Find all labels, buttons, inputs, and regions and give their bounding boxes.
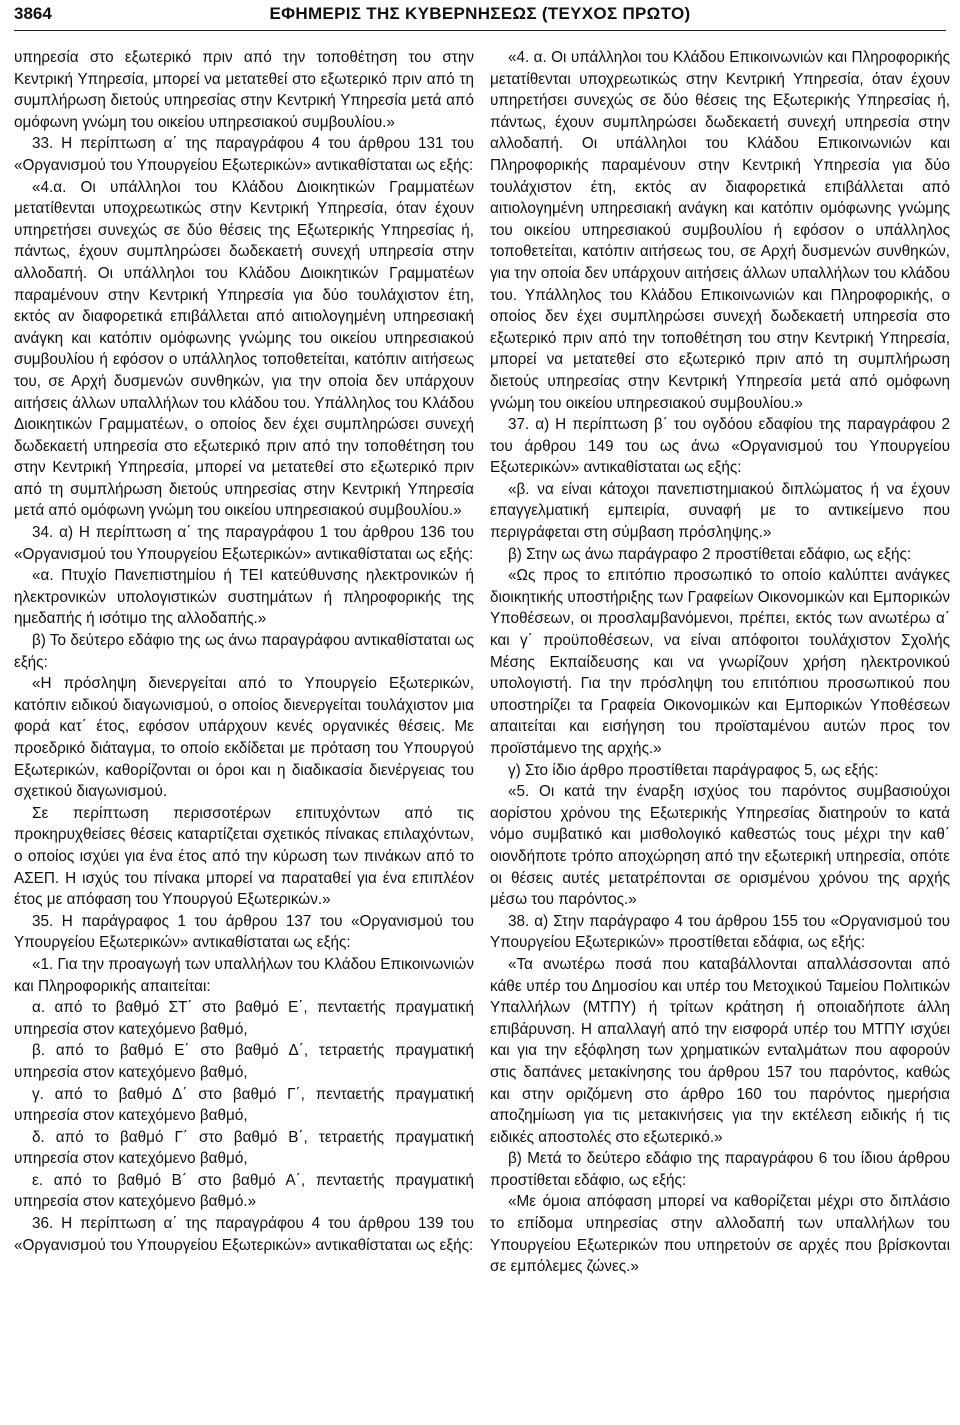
paragraph: «β. να είναι κάτοχοι πανεπιστημιακού διπλώματος ή να έχουν επαγγελματική εμπειρία, συναφή με το αντικείμενο που περιγράφεται στη σύμβαση πρόσληψης.» bbox=[490, 480, 950, 542]
paragraph: «Η πρόσληψη διενεργείται από το Υπουργείο Εξωτερικών, κατόπιν ειδικού διαγωνισμού, ο οποίος διενεργείται τουλάχιστον μια φορά κατ΄ έτος, εφόσον υπάρχουν κενές οργανικές θέσεις. Με προεδρικό διάταγμα, το οποίο εκδίδεται με πρόταση του Υπουργού Εξωτερικών, καθορίζονται οι όροι και η διαδικασία διενέργειας του σχετικού διαγωνισμού. bbox=[14, 675, 474, 801]
paragraph: β) Μετά το δεύτερο εδάφιο της παραγράφου 6 του ίδιου άρθρου προστίθεται εδάφιο, ως εξής: bbox=[490, 1150, 950, 1189]
paragraph: «4. α. Οι υπάλληλοι του Κλάδου Επικοινωνιών και Πληροφορικής μετατίθενται υποχρεωτικώς στην Κεντρική Υπηρεσία, όταν έχουν υπηρετήσει συνεχώς σε δύο θέσεις της Εξωτερικής Υπηρεσίας ή, πάντως, έχουν συμπληρώσει δωδεκαετή συνεχή υπηρεσία στην αλλοδαπή. Οι υπάλληλοι του Κλάδου Επικοινωνιών και Πληροφορικής παραμένουν στην Κεντρική Υπηρεσία για δύο τουλάχιστον έτη, εκτός αν διαφορετικά επιβάλλεται από αιτιολογημένη υπηρεσιακή ανάγκη και κατόπιν ομόφωνης γνώμης του οικείου υπηρεσιακού συμβουλίου ή εφόσον ο υπάλληλος τοποθετείται, κατόπιν αιτήσεως του, σε Αρχή δυσμενών συνθηκών, για την οποία δεν υπάρχουν αιτήσεις άλλων υπαλλήλων του κλάδου του. Υπάλληλος του Κλάδου Επικοινωνιών και Πληροφορικής, ο οποίος δεν έχει συμπληρώσει συνεχή δωδεκαετή υπηρεσία στο εξωτερικό πριν από την τοποθέτηση του στην Κεντρική Υπηρεσία, μπορεί να μετατεθεί στο εξωτερικό πριν από τη συμπλήρωση διετούς υπηρεσίας στην Κεντρική Υπηρεσία μετά από ομόφωνη γνώμη του οικείου υπηρεσιακού συμβουλίου.» bbox=[490, 49, 950, 412]
page-header bbox=[14, 0, 946, 31]
paragraph: β. από το βαθμό Ε΄ στο βαθμό Δ΄, τετραετής πραγματική υπηρεσία στον κατεχόμενο βαθμό, bbox=[14, 1042, 474, 1081]
paragraph: «5. Οι κατά την έναρξη ισχύος του παρόντος συμβασιούχοι αορίστου χρόνου της Εξωτερικής Υπηρεσίας διατηρούν το κατά νόμο συμβατικό και μισθολογικό καθεστώς τους μέχρι την καθ΄ οιονδήποτε τρόπο αποχώρηση από την εξωτερική υπηρεσία, οπότε οι θέσεις αυτές μετατρέπονται σε ορισμένου χρόνου της αρχής μέσω του παρόντος.» bbox=[490, 783, 950, 909]
paragraph: «Τα ανωτέρω ποσά που καταβάλλονται απαλλάσσονται από κάθε υπέρ του Δημοσίου και υπέρ του Μετοχικού Ταμείου Πολιτικών Υπαλλήλων (ΜΤΠΥ) ή τρίτων κράτηση ή οποιαδήποτε άλλη επιβάρυνση. Η απαλλαγή από την εισφορά υπέρ του ΜΤΠΥ ισχύει και για την εξόφληση των χρηματικών ενταλμάτων που αφορούν στις δαπάνες μετακίνησης του άρθρου 157 του παρόντος, καθώς και στην οριζόμενη στο άρθρο 160 του παρόντος ημερήσια αποζημίωση για τις μετακινήσεις για την εκτέλεση ειδικής ή τις ειδικές αποστολές στο εξωτερικό.» bbox=[490, 955, 950, 1146]
paragraph: 37. α) Η περίπτωση β΄ του ογδόου εδαφίου της παραγράφου 2 του άρθρου 149 του ως άνω «Οργανισμού του Υπουργείου Εξωτερικών» αντικαθίσταται ως εξής: bbox=[490, 416, 950, 477]
paragraph: 36. Η περίπτωση α΄ της παραγράφου 4 του άρθρου 139 του «Οργανισμού του Υπουργείου Εξωτερικών» αντικαθίσταται ως εξής: bbox=[14, 1215, 474, 1254]
right-column bbox=[490, 47, 950, 1278]
paragraph: «Ως προς το επιτόπιο προσωπικό το οποίο καλύπτει ανάγκες διοικητικής υποστήριξης των Γραφείων Οικονομικών και Εμπορικών Υποθέσεων, οι προσλαμβανόμενοι, πρέπει, εκτός των ανωτέρω α΄ και γ΄ προϋποθέσεων, να είναι απόφοιτοι τουλάχιστον Σχολής Μέσης Εκπαίδευσης και να γνωρίζουν χρήση ηλεκτρονικού υπολογιστή. Για την πρόσληψη του επιτόπιου προσωπικού που υποστηρίζει τα Γραφεία Οικονομικών και Εμπορικών Υποθέσεων απαιτείται και εισήγηση του προϊσταμένου αυτών προς τον προϊστάμενο της αρχής.» bbox=[490, 567, 950, 757]
gazette-title: ΕΦΗΜΕΡΙΣ ΤΗΣ ΚΥΒΕΡΝΗΣΕΩΣ (ΤΕΥΧΟΣ ΠΡΩΤΟ) bbox=[269, 4, 691, 23]
paragraph: 33. Η περίπτωση α΄ της παραγράφου 4 του άρθρου 131 του «Οργανισμού του Υπουργείου Εξωτερικών» αντικαθίσταται ως εξής: bbox=[14, 135, 474, 174]
paragraph: 35. Η παράγραφος 1 του άρθρου 137 του «Οργανισμού του Υπουργείου Εξωτερικών» αντικαθίσταται ως εξής: bbox=[14, 912, 474, 952]
paragraph: «4.α. Οι υπάλληλοι του Κλάδου Διοικητικών Γραμματέων μετατίθενται υποχρεωτικώς στην Κεντρική Υπηρεσία, όταν έχουν υπηρετήσει συνεχώς σε δύο θέσεις της Εξωτερικής Υπηρεσίας ή, πάντως, έχουν συμπληρώσει δωδεκαετή συνεχή υπηρεσία στην αλλοδαπή. Οι υπάλληλοι του Κλάδου Διοικητικών Γραμματέων παραμένουν στην Κεντρική Υπηρεσία για δύο τουλάχιστον έτη, εκτός αν διαφορετικά επιβάλλεται από αιτιολογημένη υπηρεσιακή ανάγκη και κατόπιν ομόφωνης γνώμης του οικείου υπηρεσιακού συμβουλίου ή εφόσον ο υπάλληλος τοποθετείται, κατόπιν αιτήσεως του, σε Αρχή δυσμενών συνθηκών, για την οποία δεν υπάρχουν αιτήσεις άλλων υπαλλήλων του κλάδου του. Υπάλληλος του Κλάδου Διοικητικών Γραμματέων, ο οποίος δεν έχει συμπληρώσει συνεχή δωδεκαετή υπηρεσία στο εξωτερικό πριν από την τοποθέτηση του στην Κεντρική Υπηρεσία, μπορεί να μετατεθεί στο εξωτερικό πριν από τη συμπλήρωση διετούς υπηρεσίας στην Κεντρική Υπηρεσία μετά από ομόφωνη γνώμη του οικείου υπηρεσιακού συμβουλίου.» bbox=[14, 178, 474, 520]
paragraph: β) Το δεύτερο εδάφιο της ως άνω παραγράφου αντικαθίσταται ως εξής: bbox=[14, 632, 474, 671]
paragraph: γ. από το βαθμό Δ΄ στο βαθμό Γ΄, πενταετής πραγματική υπηρεσία στον κατεχόμενο βαθμό, bbox=[14, 1085, 474, 1125]
page-number: 3864 bbox=[14, 4, 52, 23]
paragraph: 34. α) Η περίπτωση α΄ της παραγράφου 1 του άρθρου 136 του «Οργανισμού του Υπουργείου Εξωτερικών» αντικαθίσταται ως εξής: bbox=[14, 524, 474, 563]
paragraph: ε. από το βαθμό Β΄ στο βαθμό Α΄, πενταετής πραγματική υπηρεσία στον κατεχόμενο βαθμό.» bbox=[14, 1171, 474, 1211]
left-column bbox=[14, 47, 474, 1256]
paragraph: γ) Στο ίδιο άρθρο προστίθεται παράγραφος 5, ως εξής: bbox=[508, 761, 879, 779]
paragraph: α. από το βαθμό ΣΤ΄ στο βαθμό Ε΄, πενταετής πραγματική υπηρεσία στον κατεχόμενο βαθμό, bbox=[14, 999, 474, 1038]
paragraph: β) Στην ως άνω παράγραφο 2 προστίθεται εδάφιο, ως εξής: bbox=[508, 545, 912, 563]
paragraph: «Με όμοια απόφαση μπορεί να καθορίζεται μέχρι στο διπλάσιο το επίδομα υπηρεσίας στην αλλοδαπή των υπαλλήλων του Υπουργείου Εξωτερικών που υπηρετούν σε αρχές που βρίσκονται σε εμπόλεμες ζώνες.» bbox=[490, 1193, 950, 1276]
paragraph: «α. Πτυχίο Πανεπιστημίου ή ΤΕΙ κατεύθυνσης ηλεκτρονικών ή ηλεκτρονικών υπολογιστικών συστημάτων ή πληροφορικής της ημεδαπής ή ισότιμο της αλλοδαπής.» bbox=[14, 567, 474, 628]
paragraph: «1. Για την προαγωγή των υπαλλήλων του Κλάδου Επικοινωνιών και Πληροφορικής απαιτείται: bbox=[14, 955, 474, 995]
paragraph: δ. από το βαθμό Γ΄ στο βαθμό Β΄, τετραετής πραγματική υπηρεσία στον κατεχόμενο βαθμό, bbox=[14, 1128, 474, 1168]
paragraph: υπηρεσία στο εξωτερικό πριν από την τοποθέτηση του στην Κεντρική Υπηρεσία, μπορεί να μετατεθεί στο εξωτερικό πριν από τη συμπλήρωση διετούς υπηρεσίας στην Κεντρική Υπηρεσία μετά από ομόφωνη γνώμη του οικείου υπηρεσιακού συμβουλίου.» bbox=[14, 49, 474, 131]
paragraph: Σε περίπτωση περισσοτέρων επιτυχόντων από τις προκηρυχθείσες θέσεις καταρτίζεται σχετικός πίνακας επιλαχόντων, ο οποίος ισχύει για ένα έτος από την κύρωση των πινάκων από το ΑΣΕΠ. Η ισχύς του πίνακα μπορεί να παραταθεί για ένα επιπλέον έτος με απόφαση του Υπουργού Εξωτερικών.» bbox=[14, 804, 474, 909]
paragraph: 38. α) Στην παράγραφο 4 του άρθρου 155 του «Οργανισμού του Υπουργείου Εξωτερικών» προστίθεται εδάφια, ως εξής: bbox=[490, 912, 950, 952]
